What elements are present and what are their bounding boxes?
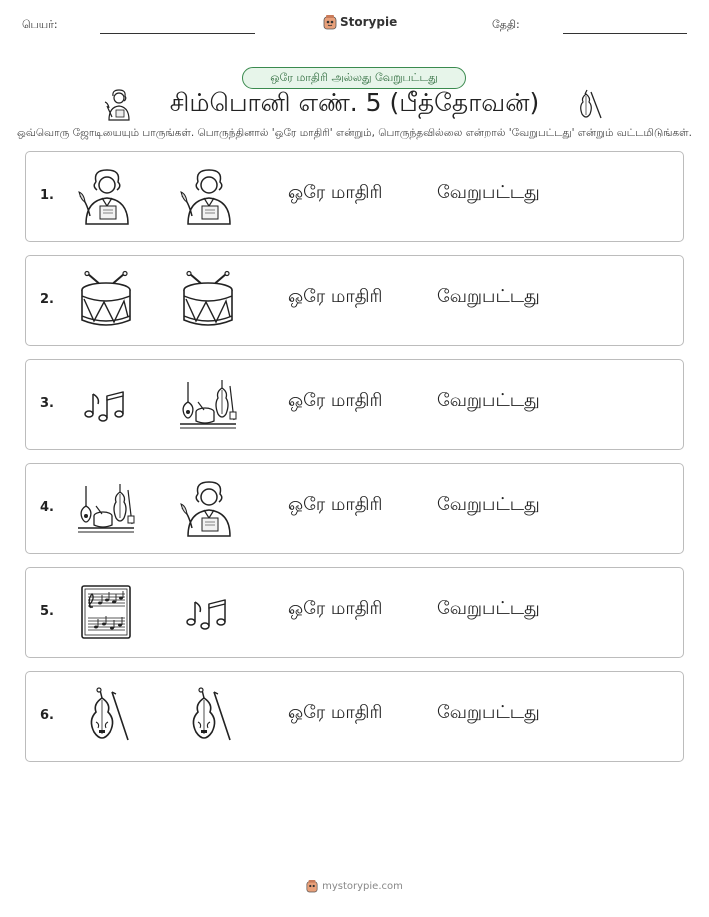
question-number: 1. [40,188,54,203]
date-label: தேதி: [492,18,520,31]
option-different[interactable]: வேறுபட்டது [437,598,540,619]
option-same[interactable]: ஒரே மாதிரி [288,286,383,307]
composer-icon [178,478,238,538]
option-different[interactable]: வேறுபட்டது [437,702,540,723]
brand-name: Storypie [340,15,398,29]
option-different[interactable]: வேறுபட்டது [437,286,540,307]
question-number: 6. [40,708,54,723]
instructions: ஒவ்வொரு ஜோடியையும் பாருங்கள். பொருந்தினால் 'ஒரே மாதிரி' என்றும், பொருந்தவில்லை என்றால் 'வேறுபட்டது' என்றும் வட்டமிடுங்கள். [17,127,692,139]
option-same[interactable]: ஒரே மாதிரி [288,598,383,619]
drum-icon [178,270,238,330]
composer-icon [178,166,238,226]
question-number: 5. [40,604,54,619]
question-row-5 [25,567,684,658]
music-notes-icon [76,374,136,434]
orchestra-instruments-icon [178,374,238,434]
option-same[interactable]: ஒரே மாதிரி [288,702,383,723]
worksheet-type-pill: ஒரே மாதிரி அல்லது வேறுபட்டது [242,67,466,89]
question-number: 3. [40,396,54,411]
storypie-logo-icon [306,879,318,893]
sheet-music-icon [76,582,136,642]
question-number: 2. [40,292,54,307]
option-same[interactable]: ஒரே மாதிரி [288,390,383,411]
option-same[interactable]: ஒரே மாதிரி [288,494,383,515]
option-different[interactable]: வேறுபட்டது [437,494,540,515]
question-row-4 [25,463,684,554]
page-title: சிம்பொனி எண். 5 (பீத்தோவன்) [169,88,540,117]
footer [0,879,709,893]
footer-url: mystorypie.com [322,880,403,892]
brand-logo [323,14,397,30]
date-line[interactable] [563,33,687,34]
question-row-1 [25,151,684,242]
question-row-2 [25,255,684,346]
violin-icon [575,88,603,122]
violin-icon [76,686,136,746]
storypie-logo-icon [323,14,337,30]
question-row-6 [25,671,684,762]
name-label: பெயர்: [22,18,58,31]
question-number: 4. [40,500,54,515]
option-different[interactable]: வேறுபட்டது [437,390,540,411]
composer-icon [76,166,136,226]
drum-icon [76,270,136,330]
option-different[interactable]: வேறுபட்டது [437,182,540,203]
name-line[interactable] [100,33,255,34]
orchestra-instruments-icon [76,478,136,538]
option-same[interactable]: ஒரே மாதிரி [288,182,383,203]
music-notes-icon [178,582,238,642]
question-row-3 [25,359,684,450]
violin-icon [178,686,238,746]
